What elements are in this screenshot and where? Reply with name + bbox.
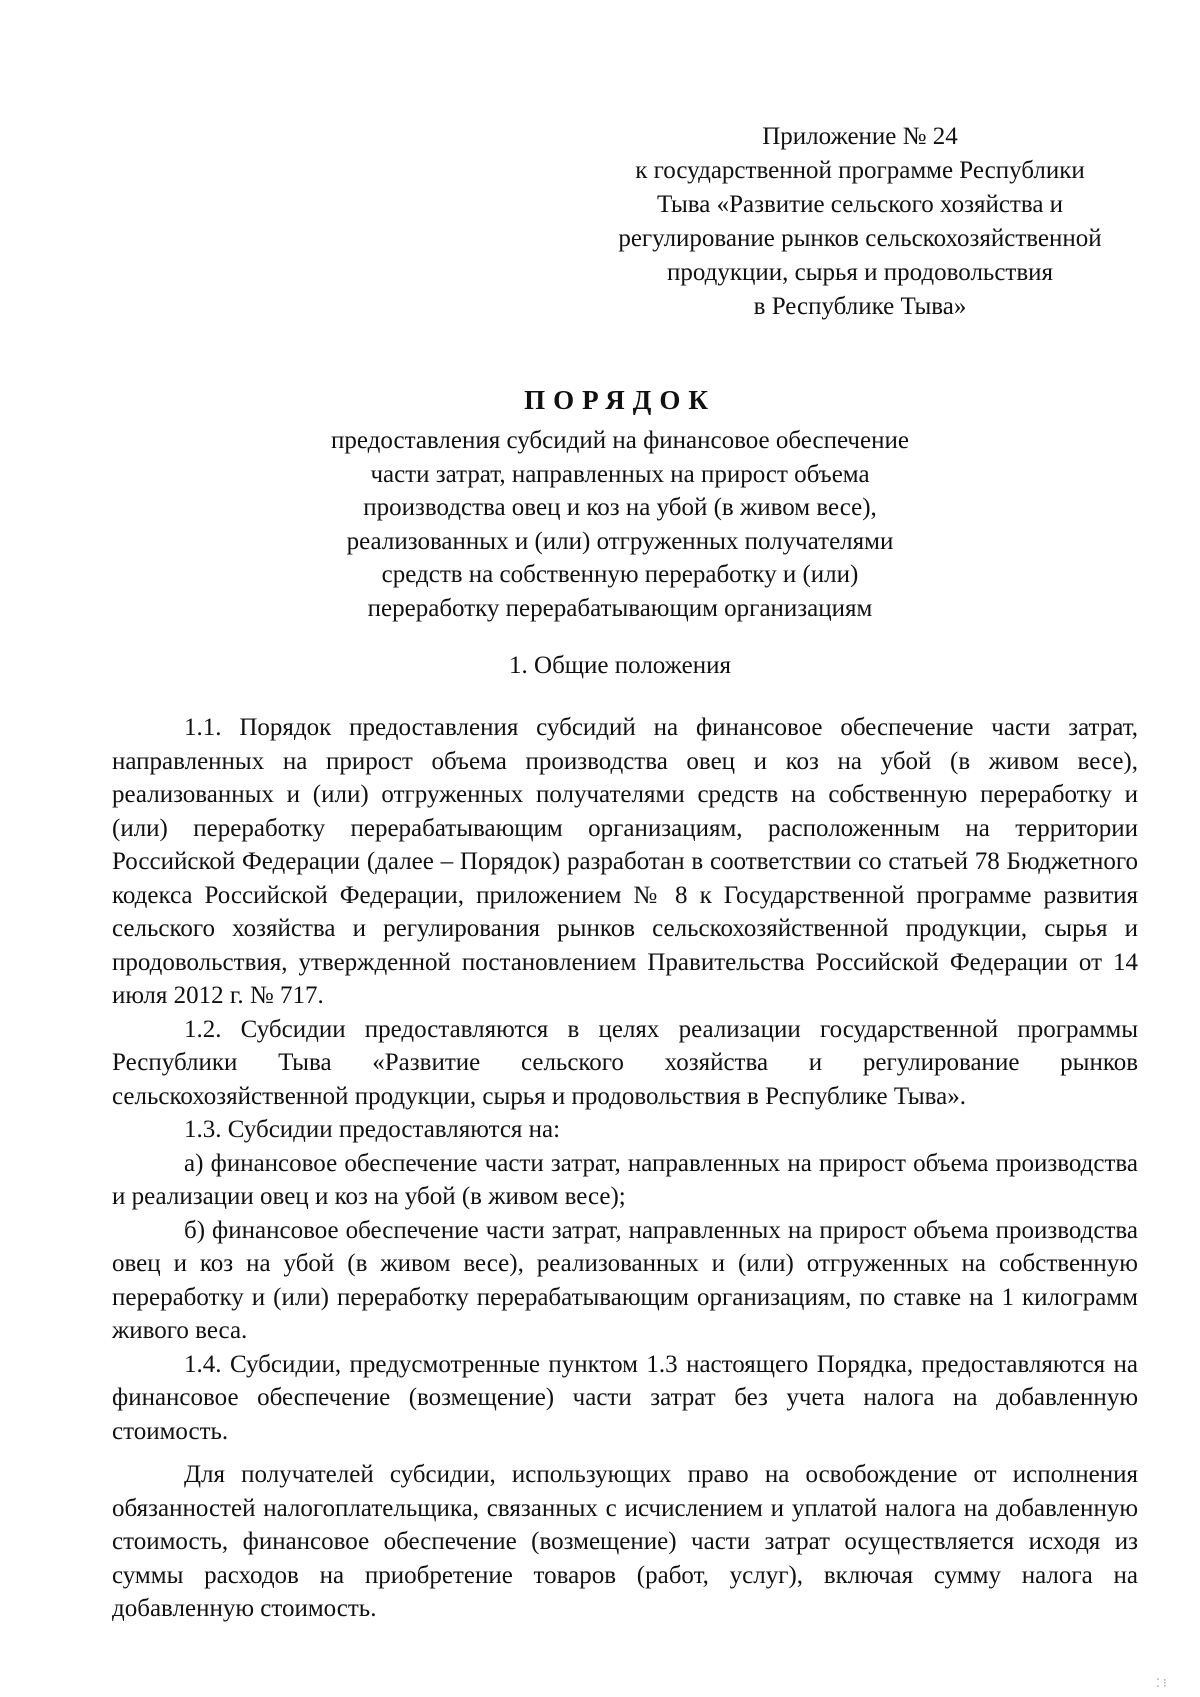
subtitle-line: производства овец и коз на убой (в живом весе), bbox=[363, 494, 877, 521]
subtitle-line: предоставления субсидий на финансовое обеспечение bbox=[331, 427, 909, 454]
appendix-line: к государственной программе Республики bbox=[635, 157, 1085, 184]
paragraph-vat-note: Для получателей субсидии, использующих право на освобождение от исполнения обязанностей налогоплательщика, связанных с исчислением и уплатой налога на добавленную стоимость, финансовое обеспечение (возмещение) части затрат осуществляется исходя из суммы расходов на приобретение товаров (работ, услуг), включая сумму налога на добавленную стоимость. bbox=[112, 1461, 1138, 1622]
document-title: ПОРЯДОК bbox=[524, 385, 716, 415]
subtitle-line: части затрат, направленных на прирост объема bbox=[370, 460, 870, 488]
paragraph-1-4: 1.4. Субсидии, предусмотренные пунктом 1.3 настоящего Порядка, предоставляются на финансовое обеспечение (возмещение) части затрат без учета налога на добавленную стоимость. bbox=[112, 1350, 1138, 1445]
document-body bbox=[112, 711, 1138, 1626]
appendix-line: продукции, сырья и продовольствия bbox=[666, 259, 1054, 286]
subtitle-line: переработку перерабатывающим организациям bbox=[367, 594, 873, 622]
appendix-line: Тыва «Развитие сельского хозяйства и bbox=[656, 191, 1064, 218]
paragraph-1-1: 1.1. Порядок предоставления субсидий на финансовое обеспечение части затрат, направленных на прирост объема производства овец и коз на убой (в живом весе), реализованных и (или) отгруженных получателями средств на собственную переработку и (или) переработку перерабатывающим организациям, расположенным на территории Российской Федерации (далее – Порядок) разработан в соответствии со статьей 78 Бюджетного кодекса Российской Федерации, приложением № 8 к Государственной программе развития сельского хозяйства и регулирования рынков сельскохозяйственной продукции, сырья и продовольствия, утвержденной постановлением Правительства Российской Федерации от 14 июля 2012 г. № 717. bbox=[112, 714, 1138, 1009]
paragraph-item-b: б) финансовое обеспечение части затрат, направленных на прирост объема производства овец и коз на убой (в живом весе), реализованных и (или) отгруженных на собственную переработку и (или) переработку перерабатывающим организациям, по ставке на 1 килограмм живого веса. bbox=[112, 1216, 1138, 1344]
paragraph-1-3: 1.3. Субсидии предоставляются на: bbox=[184, 1116, 561, 1143]
appendix-line: регулирование рынков сельскохозяйственной bbox=[618, 225, 1102, 252]
paragraph-item-a: а) финансовое обеспечение части затрат, направленных на прирост объема производства и реализации овец и коз на убой (в живом весе); bbox=[112, 1149, 1138, 1210]
document-subtitle bbox=[180, 424, 1060, 625]
title-block bbox=[180, 382, 1060, 625]
section-heading: 1. Общие положения bbox=[509, 652, 731, 679]
appendix-line: в Республике Тыва» bbox=[753, 293, 967, 320]
subtitle-line: реализованных и (или) отгруженных получателями bbox=[346, 527, 894, 555]
appendix-line: Приложение № 24 bbox=[762, 123, 958, 150]
subtitle-line: средств на собственную переработку и (или) bbox=[381, 561, 859, 588]
appendix-note bbox=[560, 120, 1160, 324]
paragraph-1-2: 1.2. Субсидии предоставляются в целях реализации государственной программы Республики Тыва «Развитие сельского хозяйства и регулирование рынков сельскохозяйственной продукции, сырья и продовольствия в Республике Тыва». bbox=[112, 1015, 1138, 1110]
scan-artifact: ⁚ ⁝ bbox=[1156, 1676, 1167, 1690]
